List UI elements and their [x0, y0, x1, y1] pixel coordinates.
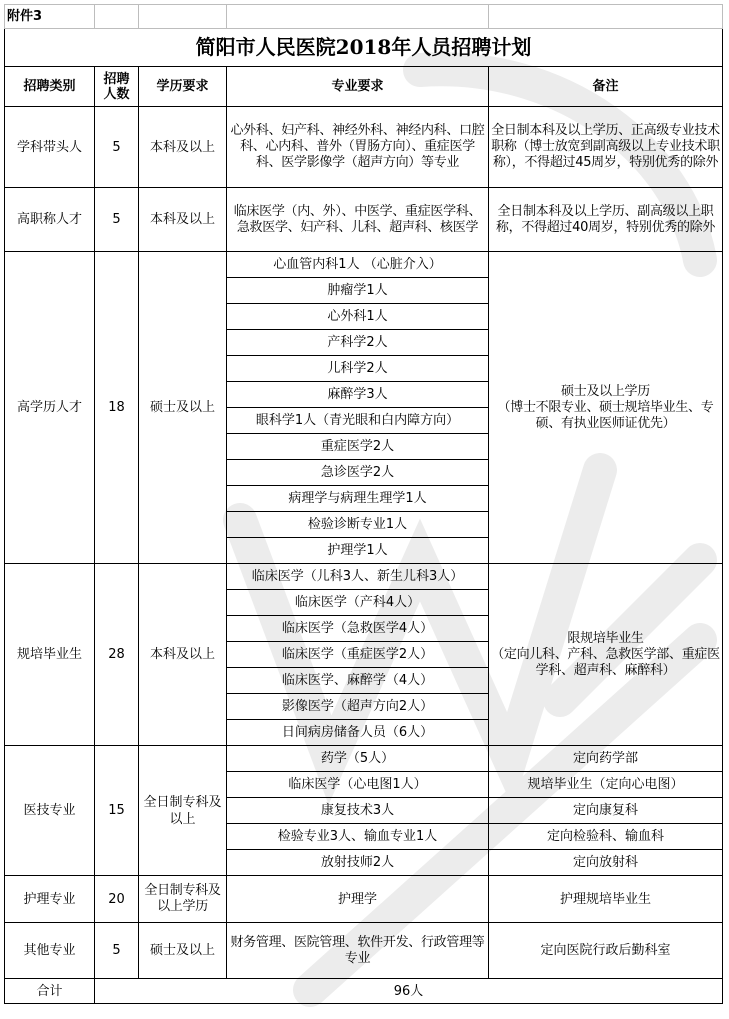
- count-cell: 5: [95, 188, 139, 252]
- category-cell: 高学历人才: [5, 252, 95, 564]
- remark-title: 硕士及以上学历: [561, 383, 650, 399]
- remark-detail: （定向儿科、产科、急救医学部、重症医学科、超声科、麻醉科）: [491, 646, 720, 678]
- major-cell: 日间病房储备人员（6人）: [227, 720, 489, 746]
- count-cell: 15: [95, 746, 139, 876]
- category-cell: 学科带头人: [5, 107, 95, 188]
- header-major: 专业要求: [227, 67, 489, 107]
- major-cell: 康复技术3人: [227, 798, 489, 824]
- attachment-label: 附件3: [5, 5, 95, 29]
- table-row: [5, 252, 723, 278]
- category-cell: 医技专业: [5, 746, 95, 876]
- major-cell: 临床医学（产科4人）: [227, 590, 489, 616]
- major-cell: 护理学: [227, 876, 489, 923]
- education-cell: 全日制专科及以上: [139, 746, 227, 876]
- header-remarks: 备注: [489, 67, 723, 107]
- remark-cell: [489, 564, 723, 746]
- major-cell: 眼科学1人（青光眼和白内障方向）: [227, 408, 489, 434]
- total-label: 合计: [5, 979, 95, 1004]
- major-cell: 重症医学2人: [227, 434, 489, 460]
- table-row: [5, 876, 723, 923]
- remark-cell: 全日制本科及以上学历、正高级专业技术职称（博士放宽到副高级以上专业技术职称），不得超过45周岁，特别优秀的除外: [489, 107, 723, 188]
- remark-detail: （博士不限专业、硕士规培毕业生、专硕、有执业医师证优先）: [497, 399, 714, 431]
- count-cell: 28: [95, 564, 139, 746]
- education-cell: 本科及以上: [139, 564, 227, 746]
- table-row: [5, 746, 723, 772]
- header-education: 学历要求: [139, 67, 227, 107]
- education-cell: 本科及以上: [139, 107, 227, 188]
- table-row: [5, 107, 723, 188]
- page-title: 简阳市人民医院2018年人员招聘计划: [5, 29, 723, 67]
- total-value: 96人: [95, 979, 723, 1004]
- major-cell: 检验专业3人、输血专业1人: [227, 824, 489, 850]
- major-cell: 肿瘤学1人: [227, 278, 489, 304]
- recruitment-table: [4, 4, 723, 1004]
- major-cell: 儿科学2人: [227, 356, 489, 382]
- major-cell: 财务管理、医院管理、软件开发、行政管理等专业: [227, 923, 489, 979]
- remark-cell: 定向检验科、输血科: [489, 824, 723, 850]
- education-cell: 硕士及以上: [139, 252, 227, 564]
- major-cell: 检验诊断专业1人: [227, 512, 489, 538]
- education-cell: 全日制专科及以上学历: [139, 876, 227, 923]
- education-cell: 本科及以上: [139, 188, 227, 252]
- remark-cell: 定向康复科: [489, 798, 723, 824]
- major-cell: 临床医学（重症医学2人）: [227, 642, 489, 668]
- major-cell: 心外科1人: [227, 304, 489, 330]
- category-cell: 高职称人才: [5, 188, 95, 252]
- major-cell: 产科学2人: [227, 330, 489, 356]
- major-cell: 病理学与病理生理学1人: [227, 486, 489, 512]
- major-cell: 临床医学、麻醉学（4人）: [227, 668, 489, 694]
- remark-cell: 定向放射科: [489, 850, 723, 876]
- remark-cell: 护理规培毕业生: [489, 876, 723, 923]
- table-row: [5, 923, 723, 979]
- major-cell: 影像医学（超声方向2人）: [227, 694, 489, 720]
- category-cell: 其他专业: [5, 923, 95, 979]
- category-cell: 规培毕业生: [5, 564, 95, 746]
- education-cell: 硕士及以上: [139, 923, 227, 979]
- major-cell: 心血管内科1人 （心脏介入）: [227, 252, 489, 278]
- remark-title: 限规培毕业生: [567, 630, 644, 646]
- major-cell: 急诊医学2人: [227, 460, 489, 486]
- table-row: [5, 564, 723, 590]
- category-cell: 护理专业: [5, 876, 95, 923]
- major-cell: 临床医学（心电图1人）: [227, 772, 489, 798]
- major-cell: 心外科、妇产科、神经外科、神经内科、口腔科、心内科、普外（胃肠方向）、重症医学科、医学影像学（超声方向）等专业: [227, 107, 489, 188]
- major-cell: 临床医学（儿科3人、新生儿科3人）: [227, 564, 489, 590]
- major-cell: 放射技师2人: [227, 850, 489, 876]
- major-cell: 护理学1人: [227, 538, 489, 564]
- count-cell: 18: [95, 252, 139, 564]
- major-cell: 临床医学（急救医学4人）: [227, 616, 489, 642]
- remark-cell: 全日制本科及以上学历、副高级以上职称，不得超过40周岁，特别优秀的除外: [489, 188, 723, 252]
- header-count: 招聘 人数: [95, 67, 139, 107]
- major-cell: 药学（5人）: [227, 746, 489, 772]
- remark-cell: 定向药学部: [489, 746, 723, 772]
- remark-cell: 规培毕业生（定向心电图）: [489, 772, 723, 798]
- count-cell: 5: [95, 923, 139, 979]
- major-cell: 麻醉学3人: [227, 382, 489, 408]
- total-row: [5, 979, 723, 1004]
- remark-cell: [489, 252, 723, 564]
- header-category: 招聘类别: [5, 67, 95, 107]
- count-cell: 20: [95, 876, 139, 923]
- remark-cell: 定向医院行政后勤科室: [489, 923, 723, 979]
- major-cell: 临床医学（内、外）、中医学、重症医学科、急救医学、妇产科、儿科、超声科、核医学: [227, 188, 489, 252]
- count-cell: 5: [95, 107, 139, 188]
- table-row: [5, 188, 723, 252]
